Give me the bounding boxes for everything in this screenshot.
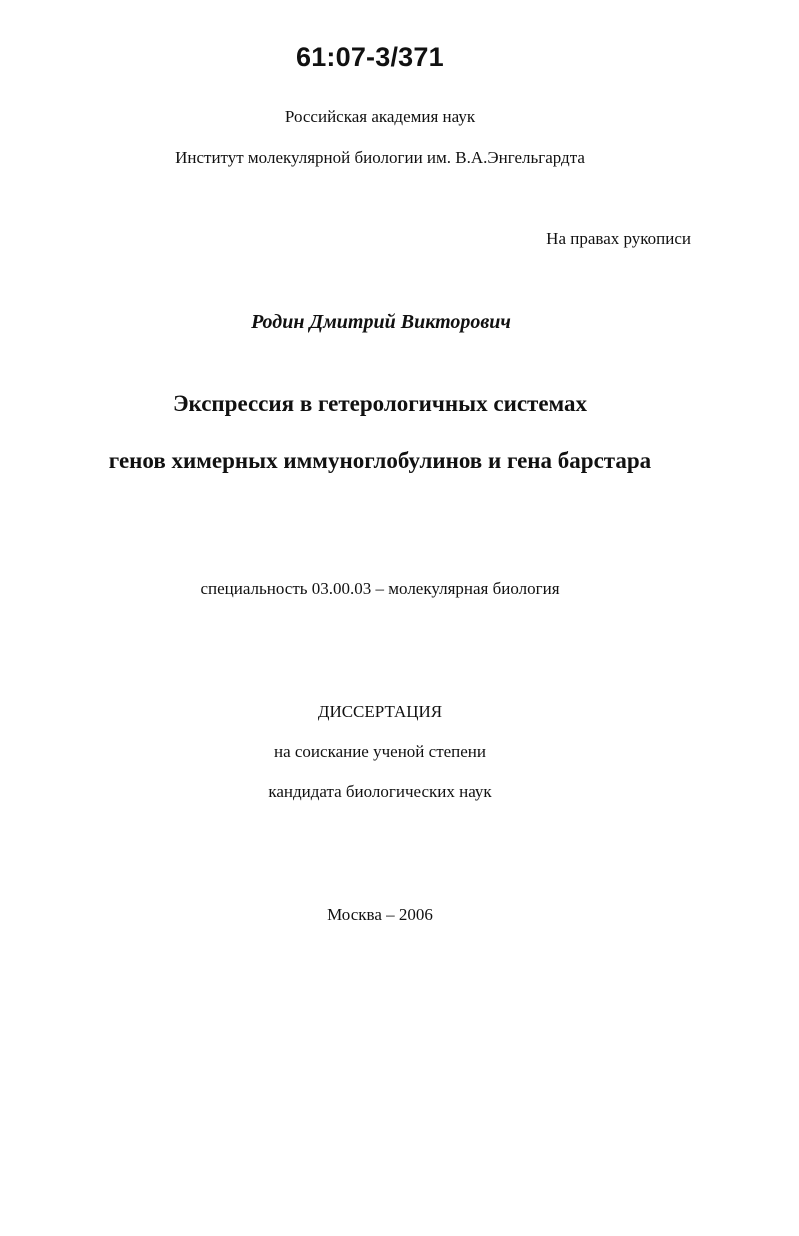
place-and-year: Москва – 2006 — [327, 905, 433, 924]
manuscript-rights-note: На правах рукописи — [546, 229, 691, 248]
dissertation-title-line-1: Экспрессия в гетерологичных системах — [172, 391, 588, 416]
academy-name: Российская академия наук — [284, 107, 476, 126]
degree-name-line: кандидата биологических наук — [268, 782, 492, 801]
dissertation-title-line-2: генов химерных иммуноглобулинов и гена барстара — [108, 448, 652, 473]
degree-purpose-line: на соискание ученой степени — [273, 742, 487, 761]
institute-name: Институт молекулярной биологии им. В.А.Энгельгардта — [175, 148, 585, 167]
author-name: Родин Дмитрий Викторович — [251, 311, 511, 333]
archive-code-stamp: 61:07-3/371 — [296, 42, 444, 72]
document-type-heading: ДИССЕРТАЦИЯ — [317, 702, 443, 721]
specialty-line: специальность 03.00.03 – молекулярная биология — [200, 579, 560, 598]
